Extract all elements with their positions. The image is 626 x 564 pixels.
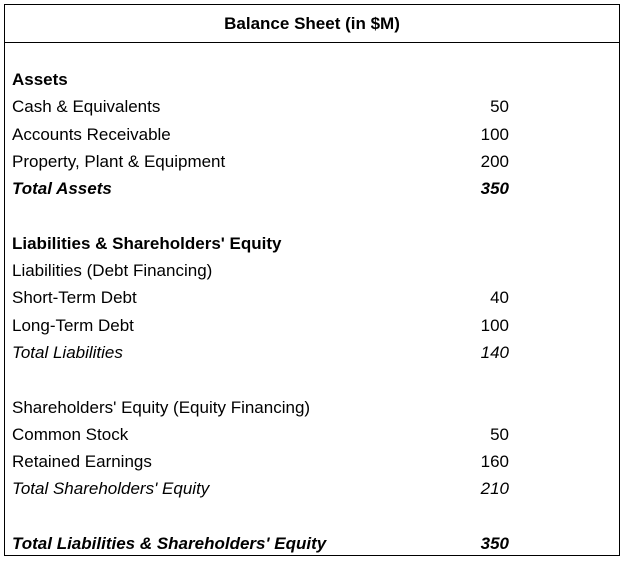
sheet-row [5,475,619,502]
blank-row [5,202,619,229]
sheet-row [5,312,619,339]
sheet-row [5,257,619,284]
row-label: Assets [12,70,68,89]
sheet-row [5,530,619,557]
row-label: Total Liabilities [12,342,123,362]
row-label: Short-Term Debt [12,288,137,308]
row-value: 350 [480,534,509,554]
sheet-row [5,93,619,120]
blank-row [5,503,619,530]
row-value: 40 [490,288,509,308]
row-label: Cash & Equivalents [12,97,161,117]
sheet-row [5,284,619,311]
blank-row [5,366,619,393]
row-value: 200 [480,151,509,171]
row-label: Liabilities & Shareholders' Equity [12,233,282,253]
row-label: Long-Term Debt [12,315,134,335]
sheet-rows [5,66,619,557]
sheet-row [5,230,619,257]
row-label: Property, Plant & Equipment [12,151,226,171]
balance-sheet-table [4,4,620,556]
row-value: 140 [480,342,509,362]
row-label: Accounts Receivable [12,124,171,144]
row-value: 50 [490,97,509,117]
sheet-row [5,394,619,421]
row-value: 160 [480,452,509,472]
sheet-row [5,339,619,366]
sheet-title: Balance Sheet (in $M) [5,5,619,43]
row-label: Retained Earnings [12,452,152,472]
row-label: Total Assets [12,179,112,199]
sheet-row [5,148,619,175]
row-label: Liabilities (Debt Financing) [12,261,213,281]
row-value: 350 [480,179,509,199]
row-value: 50 [490,424,509,444]
row-label: Total Liabilities & Shareholders' Equity [12,534,327,554]
sheet-row [5,421,619,448]
sheet-row [5,66,619,93]
row-label: Shareholders' Equity (Equity Financing) [12,397,311,417]
row-label: Common Stock [12,424,129,444]
sheet-row [5,448,619,475]
row-value: 210 [480,479,509,499]
row-label: Total Shareholders' Equity [12,479,210,499]
sheet-row [5,121,619,148]
row-value: 100 [480,315,509,335]
row-value: 100 [480,124,509,144]
sheet-row [5,175,619,202]
